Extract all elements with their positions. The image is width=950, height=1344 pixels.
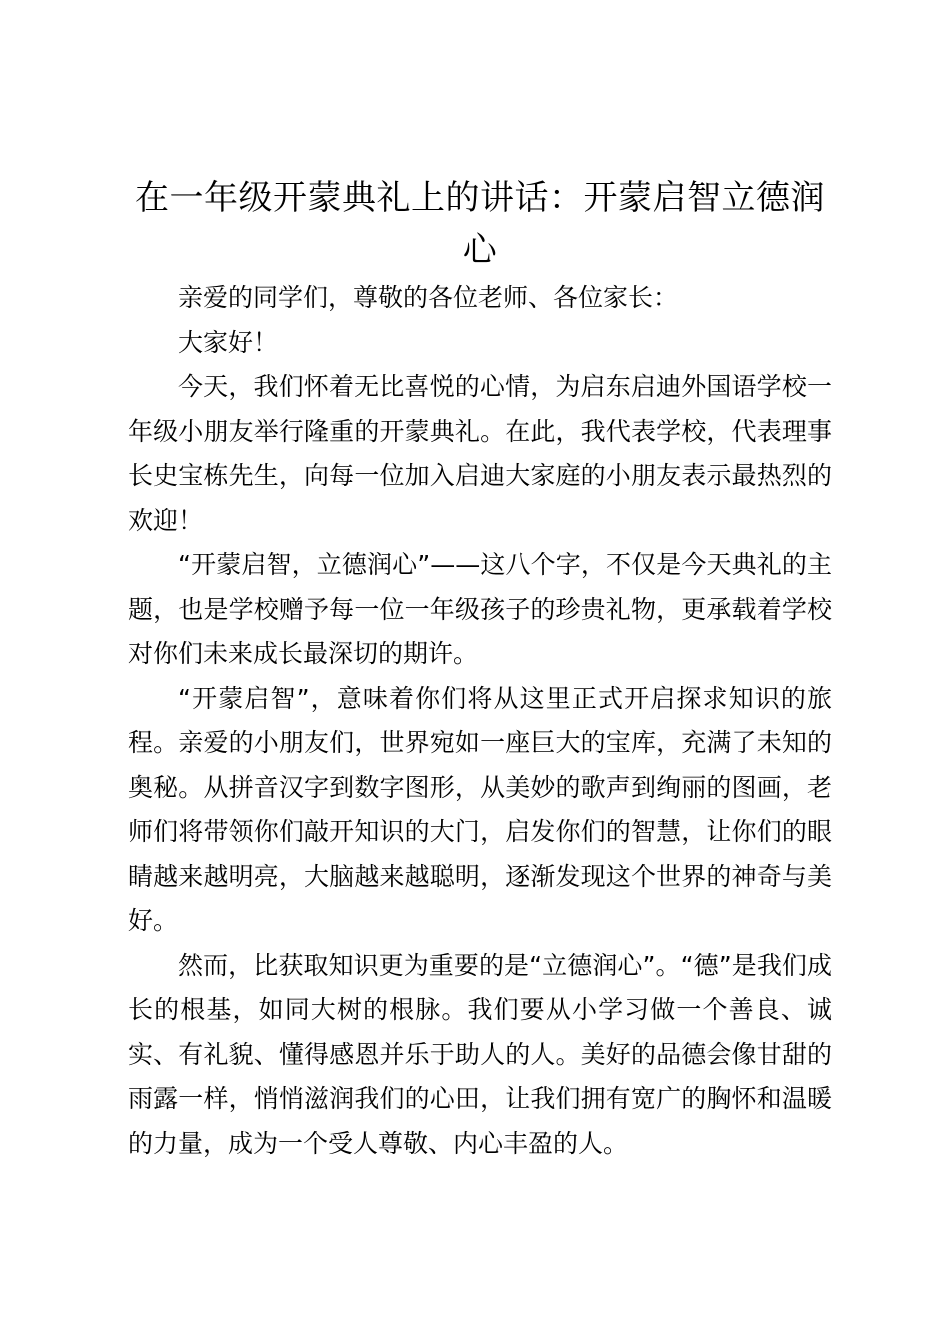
paragraph-enlightenment: “开蒙启智”，意味着你们将从这里正式开启探求知识的旅程。亲爱的小朋友们，世界宛如一座巨大的宝库，充满了未知的奥秘。从拼音汉字到数字图形，从美妙的歌声到绚丽的图画，老师们将带领你们敲开知识的大门，启发你们的智慧，让你们的眼睛越来越明亮，大脑越来越聪明，逐渐发现这个世界的神奇与美好。 [128,683,832,935]
paragraph-welcome: 今天，我们怀着无比喜悦的心情，为启东启迪外国语学校一年级小朋友举行隆重的开蒙典礼。在此，我代表学校，代表理事长史宝栋先生，向每一位加入启迪大家庭的小朋友表示最热烈的欢迎！ [128,372,832,535]
paragraph-theme: “开蒙启智，立德润心”——这八个字，不仅是今天典礼的主题，也是学校赠予每一位一年级孩子的珍贵礼物，更承载着学校对你们未来成长最深切的期许。 [128,550,832,668]
document-body [128,276,832,1166]
paragraph-greeting: 大家好！ [178,327,279,357]
paragraph-salutation: 亲爱的同学们，尊敬的各位老师、各位家长： [178,283,679,312]
document-title: 在一年级开蒙典礼上的讲话：开蒙启智立德润心 [135,178,825,270]
paragraph-virtue: 然而，比获取知识更为重要的是“立德润心”。“德”是我们成长的根基，如同大树的根脉。我们要从小学习做一个善良、诚实、有礼貌、懂得感恩并乐于助人的人。美好的品德会像甘甜的雨露一样，悄悄滋润我们的心田，让我们拥有宽广的胸怀和温暖的力量，成为一个受人尊敬、内心丰盈的人。 [128,950,832,1158]
